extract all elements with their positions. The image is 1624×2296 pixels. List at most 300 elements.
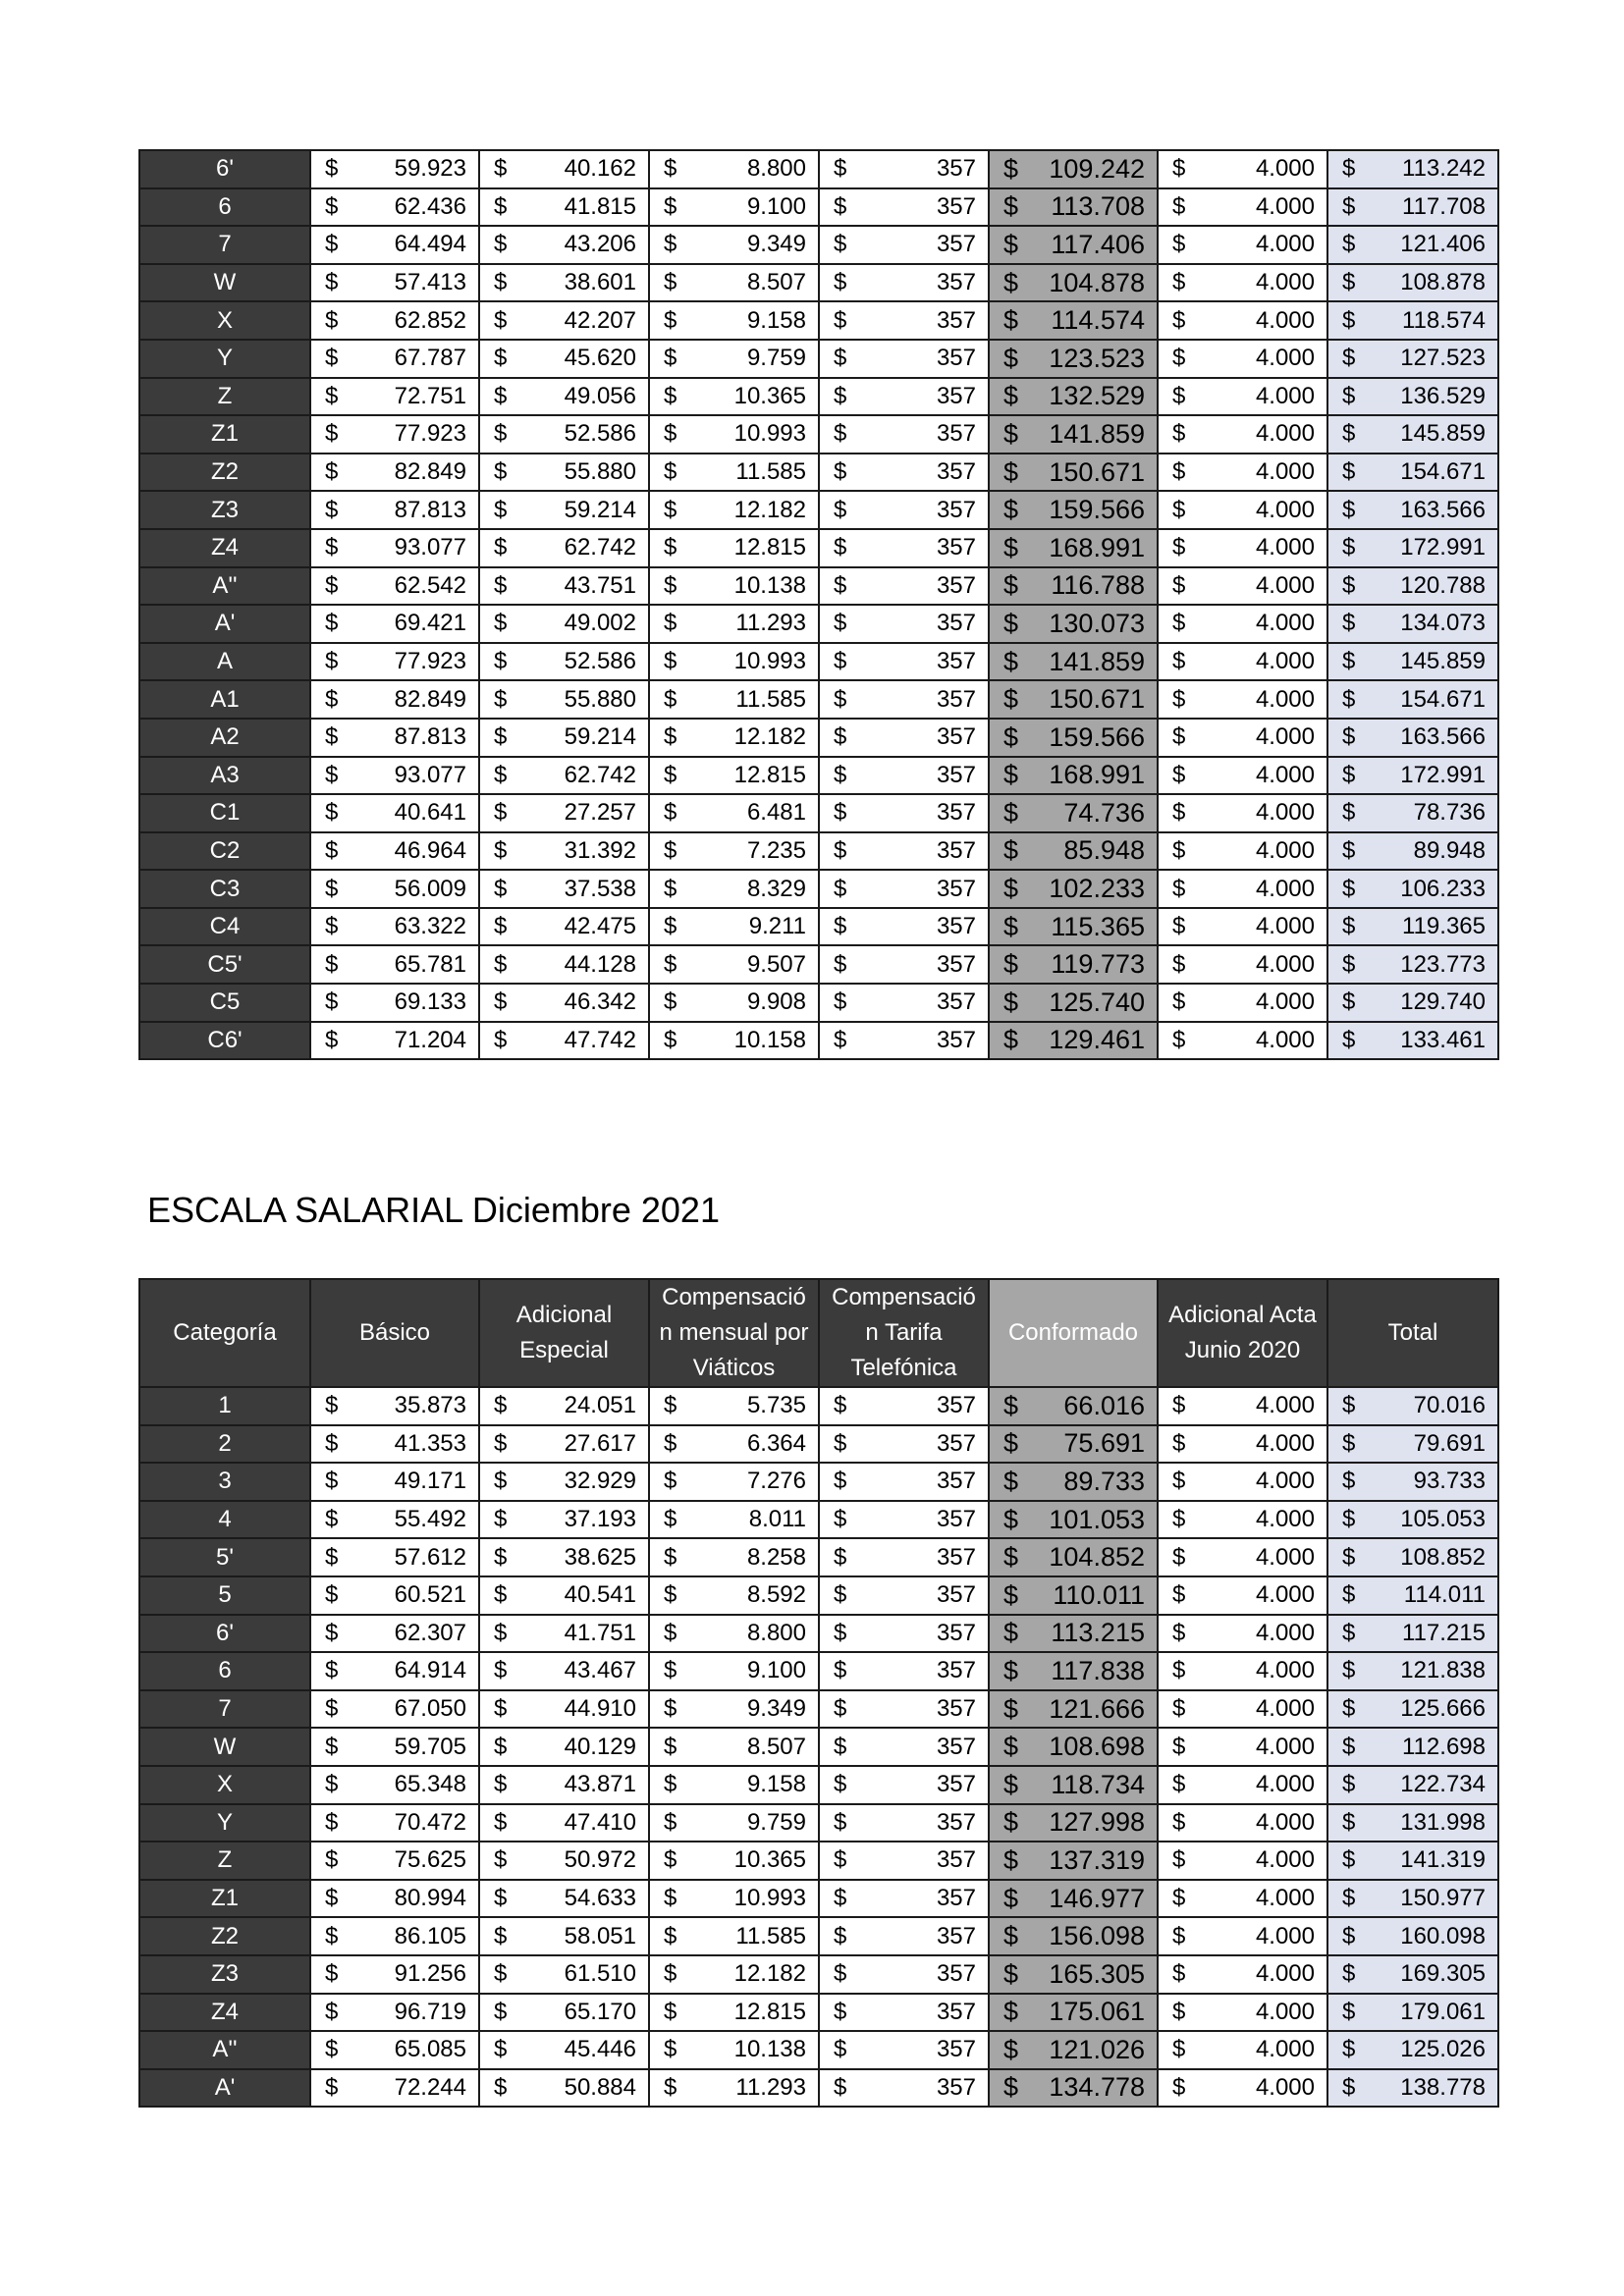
compensacion-viaticos-cell bbox=[649, 1652, 819, 1690]
amount-value: 62.436 bbox=[394, 192, 466, 220]
currency-symbol: $ bbox=[1003, 456, 1019, 487]
adicional-especial-cell bbox=[479, 150, 649, 188]
amount-value: 38.625 bbox=[564, 1543, 636, 1571]
currency-symbol: $ bbox=[664, 875, 677, 902]
adicional-acta-cell bbox=[1158, 340, 1327, 378]
currency-symbol: $ bbox=[834, 685, 847, 713]
currency-symbol: $ bbox=[1342, 192, 1356, 220]
currency-symbol: $ bbox=[494, 723, 508, 751]
compensacion-telefonica-cell bbox=[819, 150, 989, 188]
currency-symbol: $ bbox=[664, 2036, 677, 2063]
amount-value: 11.293 bbox=[735, 2073, 806, 2101]
amount-value: 357 bbox=[936, 458, 976, 486]
currency-symbol: $ bbox=[494, 534, 508, 561]
table-row bbox=[139, 1917, 1498, 1955]
categoria-cell: C1 bbox=[139, 794, 310, 832]
adicional-especial-cell bbox=[479, 1387, 649, 1425]
adicional-acta-cell bbox=[1158, 1955, 1327, 1994]
amount-value: 357 bbox=[936, 2073, 976, 2101]
currency-symbol: $ bbox=[325, 420, 339, 448]
amount-value: 163.566 bbox=[1400, 723, 1486, 751]
total-cell bbox=[1327, 567, 1498, 606]
amount-value: 47.410 bbox=[564, 1808, 636, 1836]
amount-value: 89.733 bbox=[1063, 1466, 1145, 1496]
amount-value: 4.000 bbox=[1255, 1808, 1315, 1836]
compensacion-viaticos-cell bbox=[649, 757, 819, 795]
currency-symbol: $ bbox=[834, 875, 847, 902]
amount-value: 357 bbox=[936, 192, 976, 220]
basico-cell bbox=[310, 226, 479, 264]
table-header-row bbox=[139, 1279, 1498, 1387]
amount-value: 121.838 bbox=[1400, 1657, 1486, 1684]
amount-value: 357 bbox=[936, 988, 976, 1016]
amount-value: 4.000 bbox=[1255, 988, 1315, 1016]
table-row bbox=[139, 1842, 1498, 1880]
currency-symbol: $ bbox=[325, 1429, 339, 1457]
amount-value: 27.617 bbox=[564, 1429, 636, 1457]
amount-value: 43.206 bbox=[564, 231, 636, 258]
amount-value: 64.494 bbox=[394, 231, 466, 258]
total-cell bbox=[1327, 301, 1498, 340]
currency-symbol: $ bbox=[834, 761, 847, 788]
amount-value: 357 bbox=[936, 345, 976, 372]
currency-symbol: $ bbox=[494, 1026, 508, 1053]
currency-symbol: $ bbox=[1342, 799, 1356, 827]
categoria-cell: 7 bbox=[139, 1690, 310, 1729]
currency-symbol: $ bbox=[834, 648, 847, 675]
compensacion-viaticos-cell bbox=[649, 491, 819, 529]
compensacion-viaticos-cell bbox=[649, 908, 819, 946]
amount-value: 9.158 bbox=[746, 1771, 806, 1798]
currency-symbol: $ bbox=[494, 1543, 508, 1571]
amount-value: 12.182 bbox=[733, 723, 806, 751]
amount-value: 9.349 bbox=[746, 231, 806, 258]
currency-symbol: $ bbox=[1172, 1468, 1186, 1495]
currency-symbol: $ bbox=[1342, 1026, 1356, 1053]
currency-symbol: $ bbox=[1342, 1695, 1356, 1723]
amount-value: 4.000 bbox=[1255, 723, 1315, 751]
amount-value: 127.523 bbox=[1400, 345, 1486, 372]
adicional-especial-cell bbox=[479, 1615, 649, 1653]
currency-symbol: $ bbox=[834, 2073, 847, 2101]
amount-value: 357 bbox=[936, 1885, 976, 1912]
compensacion-telefonica-cell bbox=[819, 1994, 989, 2032]
currency-symbol: $ bbox=[1342, 1885, 1356, 1912]
amount-value: 70.472 bbox=[394, 1808, 466, 1836]
currency-symbol: $ bbox=[1003, 1732, 1019, 1762]
currency-symbol: $ bbox=[494, 269, 508, 296]
total-cell bbox=[1327, 870, 1498, 908]
table-row bbox=[139, 1804, 1498, 1842]
currency-symbol: $ bbox=[664, 950, 677, 978]
amount-value: 138.778 bbox=[1400, 2073, 1486, 2101]
currency-symbol: $ bbox=[325, 345, 339, 372]
basico-cell bbox=[310, 680, 479, 719]
basico-cell bbox=[310, 454, 479, 492]
currency-symbol: $ bbox=[834, 231, 847, 258]
currency-symbol: $ bbox=[1172, 1733, 1186, 1760]
total-cell bbox=[1327, 605, 1498, 643]
amount-value: 58.051 bbox=[564, 1922, 636, 1949]
categoria-cell: A bbox=[139, 643, 310, 681]
amount-value: 357 bbox=[936, 1429, 976, 1457]
amount-value: 8.507 bbox=[746, 1733, 806, 1760]
adicional-especial-cell bbox=[479, 264, 649, 302]
currency-symbol: $ bbox=[834, 1998, 847, 2025]
adicional-especial-cell bbox=[479, 680, 649, 719]
conformado-cell bbox=[989, 529, 1158, 567]
total-cell bbox=[1327, 1576, 1498, 1615]
currency-symbol: $ bbox=[1342, 2073, 1356, 2101]
adicional-especial-cell bbox=[479, 832, 649, 871]
amount-value: 150.977 bbox=[1400, 1885, 1486, 1912]
currency-symbol: $ bbox=[1342, 685, 1356, 713]
currency-symbol: $ bbox=[325, 269, 339, 296]
basico-cell bbox=[310, 491, 479, 529]
conformado-cell bbox=[989, 643, 1158, 681]
currency-symbol: $ bbox=[1172, 534, 1186, 561]
conformado-cell bbox=[989, 719, 1158, 757]
amount-value: 10.993 bbox=[733, 648, 806, 675]
currency-symbol: $ bbox=[325, 1619, 339, 1646]
currency-symbol: $ bbox=[834, 192, 847, 220]
header-compensacion-viaticos: Compensació n mensual por Viáticos bbox=[649, 1279, 819, 1387]
currency-symbol: $ bbox=[494, 913, 508, 940]
currency-symbol: $ bbox=[1172, 1392, 1186, 1419]
amount-value: 141.319 bbox=[1400, 1846, 1486, 1874]
basico-cell bbox=[310, 264, 479, 302]
amount-value: 40.162 bbox=[564, 155, 636, 183]
amount-value: 10.993 bbox=[733, 1885, 806, 1912]
amount-value: 66.016 bbox=[1063, 1390, 1145, 1420]
conformado-cell bbox=[989, 1501, 1158, 1539]
currency-symbol: $ bbox=[834, 1429, 847, 1457]
amount-value: 12.815 bbox=[733, 534, 806, 561]
compensacion-telefonica-cell bbox=[819, 1842, 989, 1880]
amount-value: 78.736 bbox=[1413, 799, 1486, 827]
currency-symbol: $ bbox=[494, 1960, 508, 1988]
currency-symbol: $ bbox=[1003, 835, 1019, 866]
amount-value: 4.000 bbox=[1255, 1543, 1315, 1571]
compensacion-telefonica-cell bbox=[819, 1766, 989, 1804]
adicional-especial-cell bbox=[479, 378, 649, 416]
adicional-acta-cell bbox=[1158, 378, 1327, 416]
currency-symbol: $ bbox=[834, 306, 847, 334]
amount-value: 4.000 bbox=[1255, 1733, 1315, 1760]
amount-value: 357 bbox=[936, 875, 976, 902]
amount-value: 43.751 bbox=[564, 571, 636, 599]
currency-symbol: $ bbox=[1003, 608, 1019, 638]
currency-symbol: $ bbox=[325, 306, 339, 334]
currency-symbol: $ bbox=[1172, 685, 1186, 713]
currency-symbol: $ bbox=[1342, 345, 1356, 372]
currency-symbol: $ bbox=[494, 1506, 508, 1533]
compensacion-viaticos-cell bbox=[649, 454, 819, 492]
amount-value: 357 bbox=[936, 1695, 976, 1723]
amount-value: 113.242 bbox=[1402, 155, 1486, 183]
amount-value: 4.000 bbox=[1255, 1657, 1315, 1684]
amount-value: 4.000 bbox=[1255, 2073, 1315, 2101]
categoria-cell: 6' bbox=[139, 150, 310, 188]
conformado-cell bbox=[989, 415, 1158, 454]
total-cell bbox=[1327, 1652, 1498, 1690]
salary-table-top-body bbox=[139, 150, 1498, 1059]
amount-value: 357 bbox=[936, 155, 976, 183]
amount-value: 44.128 bbox=[564, 950, 636, 978]
total-cell bbox=[1327, 1425, 1498, 1464]
amount-value: 10.365 bbox=[733, 1846, 806, 1874]
amount-value: 40.129 bbox=[564, 1733, 636, 1760]
amount-value: 106.233 bbox=[1400, 875, 1486, 902]
currency-symbol: $ bbox=[325, 571, 339, 599]
currency-symbol: $ bbox=[664, 1771, 677, 1798]
currency-symbol: $ bbox=[834, 458, 847, 486]
amount-value: 59.923 bbox=[394, 155, 466, 183]
table-row bbox=[139, 1690, 1498, 1729]
amount-value: 357 bbox=[936, 836, 976, 864]
adicional-acta-cell bbox=[1158, 1615, 1327, 1653]
currency-symbol: $ bbox=[664, 1960, 677, 1988]
currency-symbol: $ bbox=[325, 1922, 339, 1949]
currency-symbol: $ bbox=[834, 155, 847, 183]
currency-symbol: $ bbox=[1003, 229, 1019, 259]
basico-cell bbox=[310, 1425, 479, 1464]
amount-value: 93.733 bbox=[1413, 1468, 1486, 1495]
amount-value: 357 bbox=[936, 1657, 976, 1684]
amount-value: 41.815 bbox=[564, 192, 636, 220]
compensacion-telefonica-cell bbox=[819, 757, 989, 795]
amount-value: 42.475 bbox=[564, 913, 636, 940]
amount-value: 12.182 bbox=[733, 1960, 806, 1988]
currency-symbol: $ bbox=[664, 1695, 677, 1723]
currency-symbol: $ bbox=[1003, 1655, 1019, 1685]
currency-symbol: $ bbox=[664, 534, 677, 561]
currency-symbol: $ bbox=[325, 988, 339, 1016]
table-row bbox=[139, 454, 1498, 492]
amount-value: 4.000 bbox=[1255, 1619, 1315, 1646]
basico-cell bbox=[310, 1538, 479, 1576]
currency-symbol: $ bbox=[834, 1808, 847, 1836]
amount-value: 55.880 bbox=[564, 685, 636, 713]
table-row bbox=[139, 1425, 1498, 1464]
amount-value: 4.000 bbox=[1255, 1846, 1315, 1874]
currency-symbol: $ bbox=[1342, 496, 1356, 523]
adicional-acta-cell bbox=[1158, 1690, 1327, 1729]
adicional-acta-cell bbox=[1158, 794, 1327, 832]
table-row bbox=[139, 1387, 1498, 1425]
currency-symbol: $ bbox=[325, 1771, 339, 1798]
compensacion-viaticos-cell bbox=[649, 643, 819, 681]
currency-symbol: $ bbox=[664, 648, 677, 675]
adicional-acta-cell bbox=[1158, 1501, 1327, 1539]
currency-symbol: $ bbox=[494, 2073, 508, 2101]
conformado-cell bbox=[989, 945, 1158, 984]
adicional-acta-cell bbox=[1158, 2031, 1327, 2069]
amount-value: 4.000 bbox=[1255, 345, 1315, 372]
currency-symbol: $ bbox=[1003, 191, 1019, 222]
amount-value: 121.406 bbox=[1400, 231, 1486, 258]
adicional-acta-cell bbox=[1158, 1880, 1327, 1918]
currency-symbol: $ bbox=[494, 345, 508, 372]
categoria-cell: Z bbox=[139, 378, 310, 416]
adicional-especial-cell bbox=[479, 870, 649, 908]
currency-symbol: $ bbox=[494, 458, 508, 486]
conformado-cell bbox=[989, 1652, 1158, 1690]
amount-value: 4.000 bbox=[1255, 155, 1315, 183]
amount-value: 165.305 bbox=[1049, 1958, 1145, 1989]
total-cell bbox=[1327, 945, 1498, 984]
amount-value: 8.011 bbox=[748, 1506, 806, 1533]
categoria-cell: Z4 bbox=[139, 1994, 310, 2032]
adicional-acta-cell bbox=[1158, 1652, 1327, 1690]
adicional-acta-cell bbox=[1158, 643, 1327, 681]
amount-value: 57.612 bbox=[394, 1543, 466, 1571]
conformado-cell bbox=[989, 340, 1158, 378]
amount-value: 105.053 bbox=[1400, 1506, 1486, 1533]
amount-value: 101.053 bbox=[1049, 1504, 1145, 1534]
currency-symbol: $ bbox=[1342, 458, 1356, 486]
currency-symbol: $ bbox=[325, 496, 339, 523]
currency-symbol: $ bbox=[325, 1657, 339, 1684]
currency-symbol: $ bbox=[664, 988, 677, 1016]
compensacion-viaticos-cell bbox=[649, 1538, 819, 1576]
currency-symbol: $ bbox=[325, 2036, 339, 2063]
adicional-acta-cell bbox=[1158, 415, 1327, 454]
amount-value: 8.329 bbox=[746, 875, 806, 902]
basico-cell bbox=[310, 378, 479, 416]
basico-cell bbox=[310, 757, 479, 795]
adicional-especial-cell bbox=[479, 719, 649, 757]
section-title: ESCALA SALARIAL Diciembre 2021 bbox=[147, 1190, 720, 1230]
compensacion-viaticos-cell bbox=[649, 719, 819, 757]
currency-symbol: $ bbox=[1172, 1922, 1186, 1949]
amount-value: 108.852 bbox=[1400, 1543, 1486, 1571]
basico-cell bbox=[310, 908, 479, 946]
amount-value: 71.204 bbox=[394, 1026, 466, 1053]
currency-symbol: $ bbox=[494, 648, 508, 675]
conformado-cell bbox=[989, 150, 1158, 188]
amount-value: 9.908 bbox=[746, 988, 806, 1016]
total-cell bbox=[1327, 226, 1498, 264]
currency-symbol: $ bbox=[1003, 1844, 1019, 1875]
currency-symbol: $ bbox=[1003, 949, 1019, 980]
categoria-cell: C2 bbox=[139, 832, 310, 871]
currency-symbol: $ bbox=[1172, 1619, 1186, 1646]
compensacion-viaticos-cell bbox=[649, 1501, 819, 1539]
amount-value: 40.641 bbox=[394, 799, 466, 827]
basico-cell bbox=[310, 1842, 479, 1880]
compensacion-telefonica-cell bbox=[819, 719, 989, 757]
currency-symbol: $ bbox=[1172, 1581, 1186, 1609]
compensacion-viaticos-cell bbox=[649, 1425, 819, 1464]
compensacion-telefonica-cell bbox=[819, 378, 989, 416]
amount-value: 4.000 bbox=[1255, 1026, 1315, 1053]
conformado-cell bbox=[989, 491, 1158, 529]
amount-value: 117.838 bbox=[1051, 1655, 1145, 1685]
currency-symbol: $ bbox=[834, 1695, 847, 1723]
total-cell bbox=[1327, 719, 1498, 757]
conformado-cell bbox=[989, 680, 1158, 719]
amount-value: 117.215 bbox=[1402, 1619, 1486, 1646]
amount-value: 4.000 bbox=[1255, 875, 1315, 902]
currency-symbol: $ bbox=[1342, 420, 1356, 448]
amount-value: 129.461 bbox=[1049, 1025, 1145, 1055]
compensacion-viaticos-cell bbox=[649, 984, 819, 1022]
amount-value: 357 bbox=[936, 1392, 976, 1419]
amount-value: 357 bbox=[936, 1846, 976, 1874]
currency-symbol: $ bbox=[1003, 987, 1019, 1017]
amount-value: 125.026 bbox=[1400, 2036, 1486, 2063]
total-cell bbox=[1327, 415, 1498, 454]
currency-symbol: $ bbox=[1172, 2073, 1186, 2101]
total-cell bbox=[1327, 1022, 1498, 1060]
currency-symbol: $ bbox=[325, 799, 339, 827]
amount-value: 4.000 bbox=[1255, 1581, 1315, 1609]
compensacion-telefonica-cell bbox=[819, 301, 989, 340]
currency-symbol: $ bbox=[325, 761, 339, 788]
currency-symbol: $ bbox=[1003, 1466, 1019, 1496]
currency-symbol: $ bbox=[1003, 1618, 1019, 1648]
amount-value: 24.051 bbox=[564, 1392, 636, 1419]
currency-symbol: $ bbox=[1003, 495, 1019, 525]
currency-symbol: $ bbox=[325, 1846, 339, 1874]
currency-symbol: $ bbox=[1172, 155, 1186, 183]
compensacion-telefonica-cell bbox=[819, 984, 989, 1022]
currency-symbol: $ bbox=[1003, 1921, 1019, 1951]
conformado-cell bbox=[989, 1463, 1158, 1501]
compensacion-viaticos-cell bbox=[649, 529, 819, 567]
conformado-cell bbox=[989, 1425, 1158, 1464]
amount-value: 122.734 bbox=[1400, 1771, 1486, 1798]
compensacion-telefonica-cell bbox=[819, 340, 989, 378]
categoria-cell: 3 bbox=[139, 1463, 310, 1501]
header-basico: Básico bbox=[310, 1279, 479, 1387]
amount-value: 125.740 bbox=[1049, 987, 1145, 1017]
basico-cell bbox=[310, 643, 479, 681]
amount-value: 119.773 bbox=[1051, 949, 1145, 980]
amount-value: 75.625 bbox=[394, 1846, 466, 1874]
amount-value: 4.000 bbox=[1255, 799, 1315, 827]
total-cell bbox=[1327, 757, 1498, 795]
amount-value: 64.914 bbox=[394, 1657, 466, 1684]
compensacion-viaticos-cell bbox=[649, 1766, 819, 1804]
compensacion-telefonica-cell bbox=[819, 1690, 989, 1729]
currency-symbol: $ bbox=[1342, 875, 1356, 902]
currency-symbol: $ bbox=[325, 1468, 339, 1495]
header-compensacion-telefonica: Compensació n Tarifa Telefónica bbox=[819, 1279, 989, 1387]
amount-value: 4.000 bbox=[1255, 496, 1315, 523]
currency-symbol: $ bbox=[494, 231, 508, 258]
currency-symbol: $ bbox=[1172, 420, 1186, 448]
total-cell bbox=[1327, 1463, 1498, 1501]
amount-value: 118.734 bbox=[1051, 1769, 1145, 1799]
basico-cell bbox=[310, 567, 479, 606]
categoria-cell: Z4 bbox=[139, 529, 310, 567]
salary-table-top bbox=[138, 149, 1499, 1060]
currency-symbol: $ bbox=[1003, 153, 1019, 184]
adicional-acta-cell bbox=[1158, 491, 1327, 529]
amount-value: 82.849 bbox=[394, 458, 466, 486]
currency-symbol: $ bbox=[664, 1619, 677, 1646]
table-row bbox=[139, 301, 1498, 340]
basico-cell bbox=[310, 1955, 479, 1994]
categoria-cell: W bbox=[139, 1728, 310, 1766]
categoria-cell: W bbox=[139, 264, 310, 302]
conformado-cell bbox=[989, 188, 1158, 227]
conformado-cell bbox=[989, 1576, 1158, 1615]
amount-value: 6.364 bbox=[746, 1429, 806, 1457]
currency-symbol: $ bbox=[834, 836, 847, 864]
